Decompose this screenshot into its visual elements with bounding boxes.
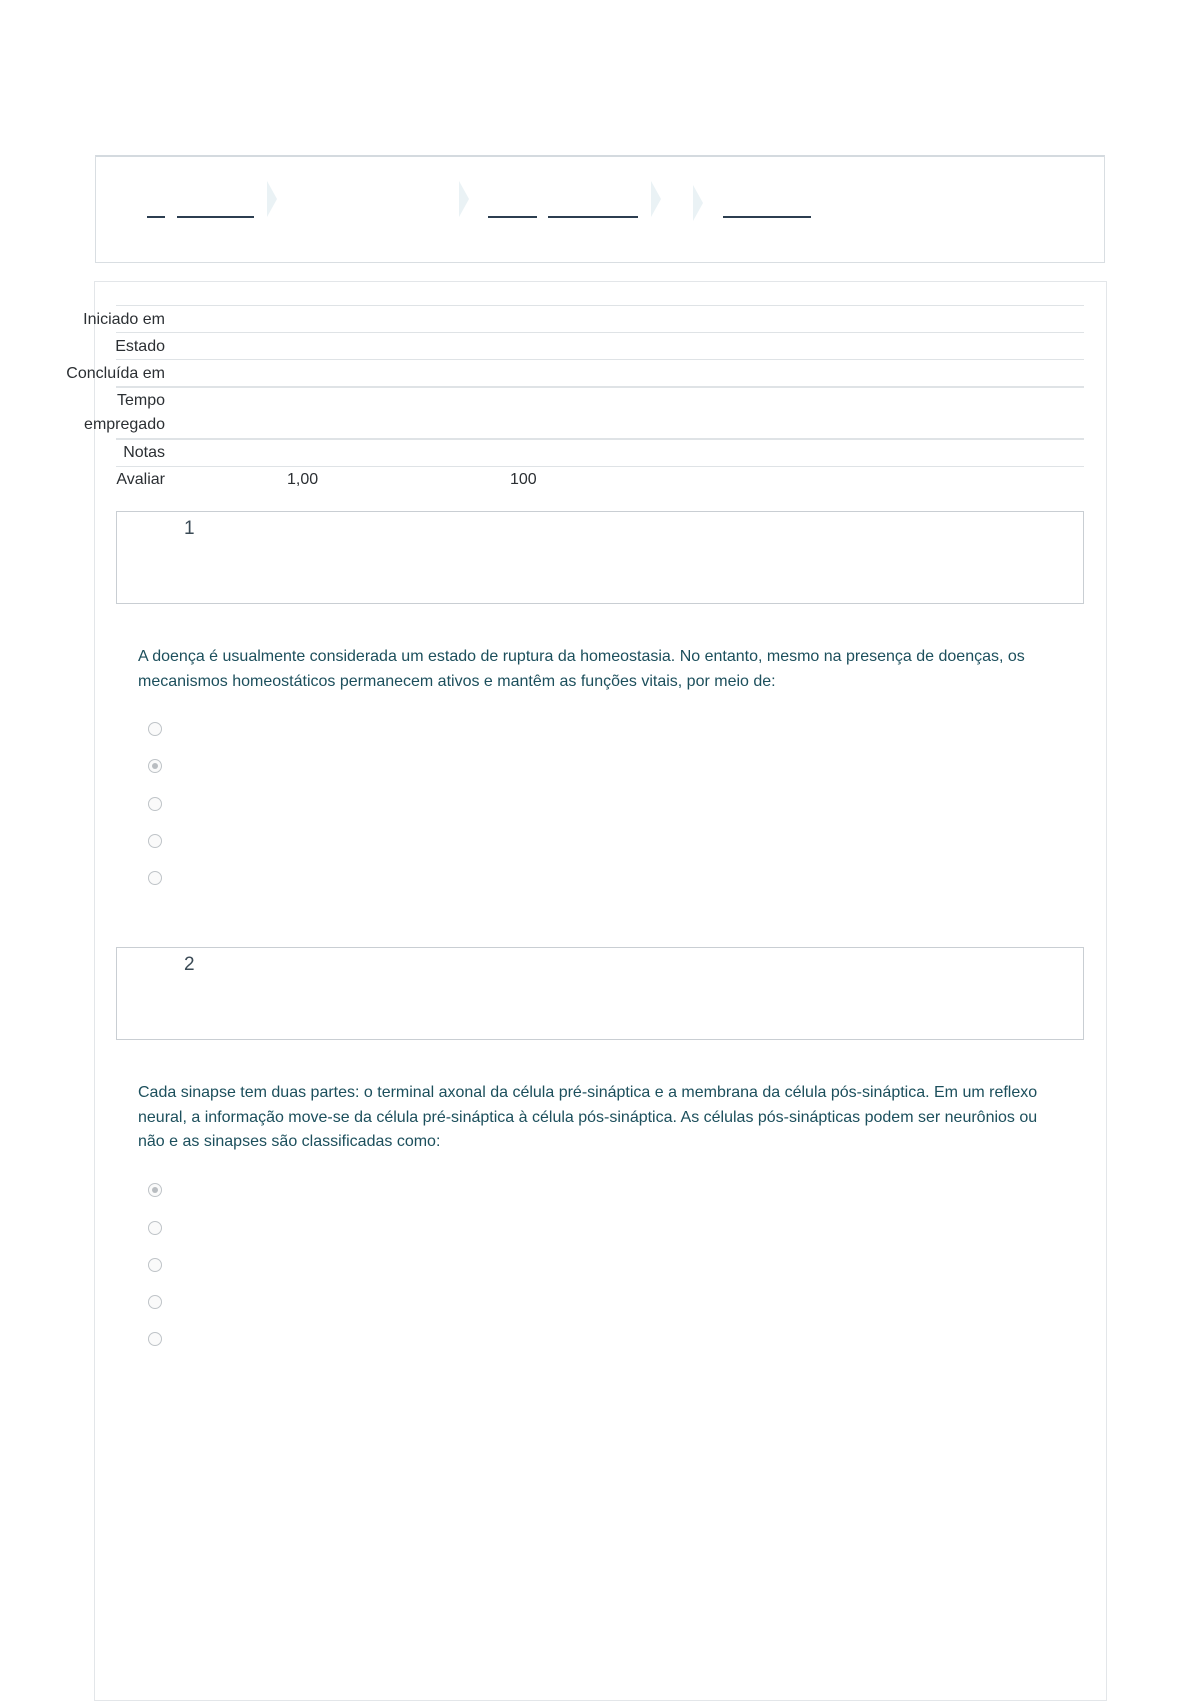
question-info-box bbox=[116, 511, 1084, 604]
summary-row bbox=[84, 386, 1084, 433]
summary-label: Concluída em bbox=[66, 365, 165, 382]
question-number: 1 bbox=[184, 518, 195, 539]
chevron-right-icon bbox=[693, 185, 703, 221]
summary-label: Notas bbox=[123, 444, 165, 461]
answer-radio[interactable] bbox=[148, 1295, 162, 1309]
summary-row bbox=[115, 332, 1084, 355]
answer-radio-selected[interactable] bbox=[148, 759, 162, 773]
question-info-box bbox=[116, 947, 1084, 1040]
question-text: A doença é usualmente considerada um estado de ruptura da homeostasia. No entanto, mesmo na presença de doenças, os mecanismos homeostáticos permanecem ativos e mantêm as funções vitais, por meio de: bbox=[138, 648, 1025, 690]
summary-row bbox=[116, 466, 1084, 488]
chevron-right-icon bbox=[459, 181, 469, 217]
breadcrumb-link[interactable] bbox=[147, 216, 165, 218]
grade-value: 1,00 bbox=[287, 471, 319, 488]
breadcrumb-link[interactable] bbox=[177, 216, 254, 218]
grade-max: 100 bbox=[510, 471, 537, 488]
answer-radio[interactable] bbox=[148, 834, 162, 848]
question-text: Cada sinapse tem duas partes: o terminal axonal da célula pré-sináptica e a membrana da célula pós-sináptica. Em um reflexo neural, a informação move-se da célula pré-sináptica à célula pós-sináptica. As células pós-sinápticas podem ser neurônios ou não e as sinapses são classificadas como: bbox=[138, 1084, 1038, 1150]
summary-row bbox=[83, 305, 1084, 328]
answer-radio[interactable] bbox=[148, 1221, 162, 1235]
summary-label: Estado bbox=[115, 338, 165, 355]
answer-radio[interactable] bbox=[148, 722, 162, 736]
breadcrumb-link[interactable] bbox=[723, 216, 811, 218]
answer-radio[interactable] bbox=[148, 1258, 162, 1272]
chevron-right-icon bbox=[267, 181, 277, 217]
breadcrumb-link[interactable] bbox=[488, 216, 537, 218]
question-number: 2 bbox=[184, 954, 195, 975]
answer-radio[interactable] bbox=[148, 1332, 162, 1346]
chevron-right-icon bbox=[651, 181, 661, 217]
summary-label: Tempo empregado bbox=[84, 392, 165, 433]
summary-label: Iniciado em bbox=[83, 311, 165, 328]
answer-radio-selected[interactable] bbox=[148, 1183, 162, 1197]
summary-label: Avaliar bbox=[116, 471, 165, 488]
answer-radio[interactable] bbox=[148, 871, 162, 885]
summary-row bbox=[66, 359, 1084, 382]
answer-radio[interactable] bbox=[148, 797, 162, 811]
breadcrumb-link[interactable] bbox=[548, 216, 638, 218]
breadcrumb-bar bbox=[95, 155, 1105, 263]
summary-row bbox=[116, 438, 1084, 461]
